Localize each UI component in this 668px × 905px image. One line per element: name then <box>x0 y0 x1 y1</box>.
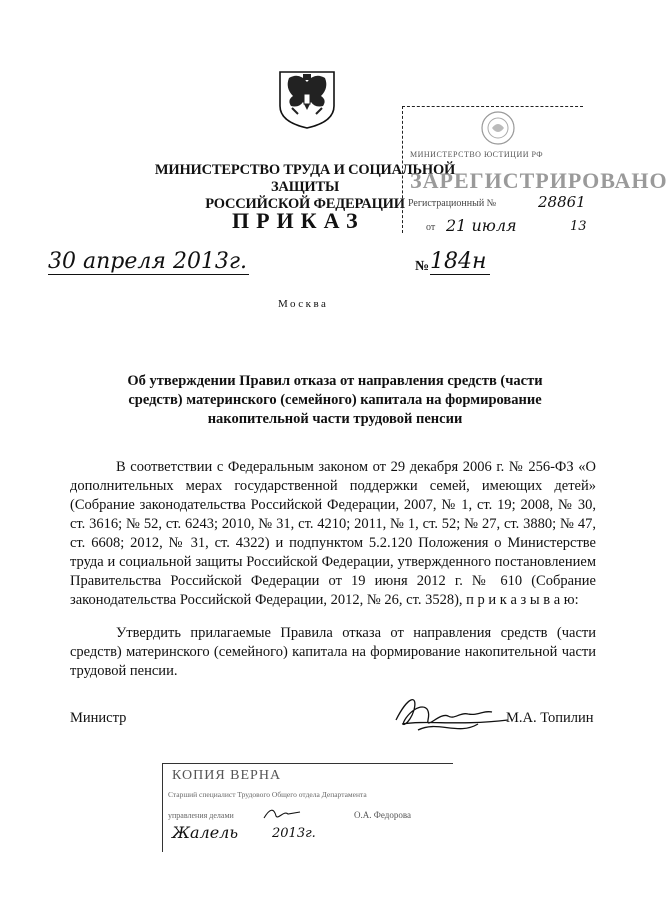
registration-date: 21 июля <box>446 216 517 235</box>
registration-title: ЗАРЕГИСТРИРОВАНО <box>410 168 668 193</box>
signatory-position: Министр <box>70 710 127 726</box>
signatory-name: М.А. Топилин <box>506 710 594 726</box>
registration-year: 13 <box>570 219 587 234</box>
registration-ministry: МИНИСТЕРСТВО ЮСТИЦИИ РФ <box>410 150 544 159</box>
ministry-line-1: МИНИСТЕРСТВО ТРУДА И СОЦИАЛЬНОЙ ЗАЩИТЫ <box>154 162 456 195</box>
copy-stamp-title: КОПИЯ ВЕРНА <box>172 768 282 783</box>
copy-stamp-year: 2013г. <box>272 826 316 841</box>
copy-stamp-name: О.А. Федорова <box>354 810 411 820</box>
copy-stamp-department: управления делами <box>168 811 234 820</box>
body-paragraph-1: В соответствии с Федеральным законом от 29 декабря 2006 г. № 256-ФЗ «О дополнительных мерах государственной поддержки семей, имеющих детей» (Собрание законодательства Российской Федерации, 2007, № 1, ст. 19; 2008, № 30, ст. 3616; № 52, ст. 6243; 2010, № 31, ст. 4210; 2011, № 1, ст. 52; № 27, ст. 3880; № 47, ст. 6608; 2012, № 31, ст. 4322) и подпунктом 5.2.120 Положения о Министерстве труда и социальной защиты Российской Федерации, утвержденного постановлением Правительства Российской Федерации от 19 июня 2012 г. № 610 (Собрание законодательства Российской Федерации, 2012, № 26, ст. 3528), п р и к а з ы в а ю: <box>70 459 596 608</box>
registration-number: 28861 <box>538 193 586 211</box>
body-paragraph-2: Утвердить прилагаемые Правила отказа от направления средств (части средств) материнского (семейного) капитала на формирование накопительной части трудовой пенсии. <box>70 625 596 679</box>
coat-of-arms-icon <box>276 58 338 130</box>
handwritten-signature <box>388 690 516 742</box>
registration-seal-icon <box>470 108 526 148</box>
copy-stamp-signature <box>262 806 302 822</box>
document-date: 30 апреля 2013г. <box>48 249 248 274</box>
document-type-title: ПРИКАЗ <box>232 208 365 233</box>
copy-stamp-position: Старший специалист Трудового Общего отдела Департамента <box>168 790 367 799</box>
number-sign: № <box>415 259 430 274</box>
subject-line-1: Об утверждении Правил отказа от направления средств (части <box>127 373 543 389</box>
document-number: 184н <box>430 250 490 275</box>
subject-line-2: средств) материнского (семейного) капитала на формирование <box>128 392 542 408</box>
subject-line-3: накопительной части трудовой пенсии <box>207 411 463 427</box>
registration-number-label: Регистрационный № <box>408 198 497 209</box>
document-city: Москва <box>278 298 329 310</box>
copy-stamp-date: Жалель <box>172 823 239 842</box>
registration-date-prefix: от <box>426 222 436 233</box>
document-subject <box>100 372 570 429</box>
ministry-line-2: РОССИЙСКОЙ ФЕДЕРАЦИИ <box>205 196 405 212</box>
